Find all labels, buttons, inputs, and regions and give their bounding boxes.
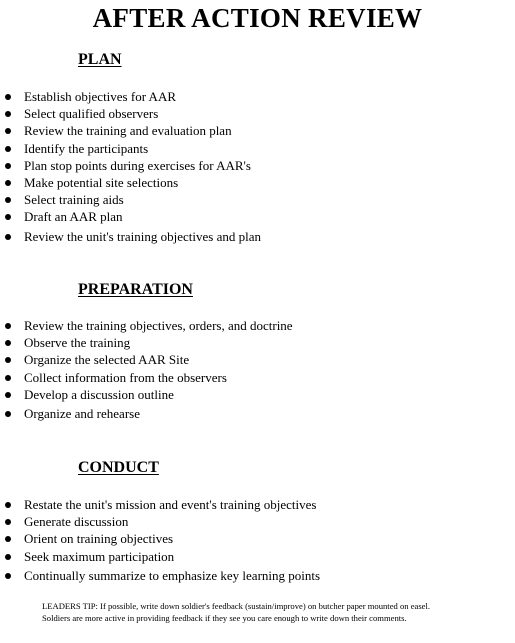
bullet-icon bbox=[5, 502, 11, 508]
bullet-icon bbox=[5, 94, 11, 100]
list-item-text: Review the training objectives, orders, and doctrine bbox=[24, 318, 293, 333]
list-item-text: Collect information from the observers bbox=[24, 369, 227, 385]
bullet-icon bbox=[5, 375, 11, 381]
bullet-icon bbox=[5, 392, 11, 398]
list-item-text: Continually summarize to emphasize key learning points bbox=[24, 567, 321, 583]
bullet-icon bbox=[5, 163, 11, 169]
list-item-text: Organize the selected AAR Site bbox=[24, 352, 190, 368]
list-item bbox=[0, 228, 261, 245]
list-item-text: Review the training and evaluation plan bbox=[24, 123, 232, 139]
list-item-text: Observe the training bbox=[24, 335, 131, 351]
section-heading-preparation: PREPARATION bbox=[78, 281, 193, 298]
list-item-text: Draft an AAR plan bbox=[24, 209, 123, 225]
list-item-text: Establish objectives for AAR bbox=[24, 89, 177, 104]
list-item bbox=[0, 548, 320, 565]
list-item bbox=[0, 317, 293, 334]
bullet-icon bbox=[5, 536, 11, 542]
list-item bbox=[0, 386, 293, 403]
list-item-text: Seek maximum participation bbox=[24, 548, 175, 564]
bullet-icon bbox=[5, 340, 11, 346]
list-item bbox=[0, 351, 293, 368]
bullet-icon bbox=[5, 214, 11, 220]
list-item-text: Make potential site selections bbox=[24, 175, 179, 191]
bullet-icon bbox=[5, 180, 11, 186]
list-item-text: Select training aids bbox=[24, 192, 124, 208]
list-item-text: Organize and rehearse bbox=[24, 406, 140, 422]
leaders-tip bbox=[42, 600, 512, 624]
section-heading-conduct: CONDUCT bbox=[78, 459, 159, 476]
list-item-text: Select qualified observers bbox=[24, 106, 159, 122]
bullet-icon bbox=[5, 411, 11, 417]
list-item bbox=[0, 122, 261, 139]
leaders-tip-line: Soldiers are more active in providing feedback if they see you care enough to write down their comments. bbox=[42, 613, 407, 623]
bullet-icon bbox=[5, 323, 11, 329]
bullet-icon bbox=[5, 197, 11, 203]
list-item bbox=[0, 334, 293, 351]
list-item bbox=[0, 405, 293, 422]
list-item bbox=[0, 369, 293, 386]
list-item bbox=[0, 140, 261, 157]
bullet-icon bbox=[5, 128, 11, 134]
bullet-icon bbox=[5, 573, 11, 579]
list-item-text: Plan stop points during exercises for AAR's bbox=[24, 157, 251, 173]
bullet-icon bbox=[5, 146, 11, 152]
list-item bbox=[0, 567, 320, 584]
plan-list bbox=[0, 88, 261, 245]
conduct-list bbox=[0, 496, 320, 584]
bullet-icon bbox=[5, 111, 11, 117]
list-item-text: Develop a discussion outline bbox=[24, 386, 174, 402]
list-item bbox=[0, 208, 261, 225]
list-item-text: Generate discussion bbox=[24, 514, 129, 530]
bullet-icon bbox=[5, 519, 11, 525]
list-item bbox=[0, 105, 261, 122]
list-item bbox=[0, 191, 261, 208]
leaders-tip-line: LEADERS TIP: If possible, write down soldier's feedback (sustain/improve) on butcher paper mounted on easel. bbox=[42, 601, 431, 611]
list-item bbox=[0, 496, 320, 513]
list-item-text: Orient on training objectives bbox=[24, 531, 174, 547]
preparation-list bbox=[0, 317, 293, 422]
list-item bbox=[0, 513, 320, 530]
bullet-icon bbox=[5, 234, 11, 240]
list-item bbox=[0, 174, 261, 191]
list-item-text: Review the unit's training objectives and plan bbox=[24, 228, 262, 244]
page-title: AFTER ACTION REVIEW bbox=[92, 3, 423, 33]
section-heading-plan: PLAN bbox=[78, 51, 122, 68]
list-item-text: Identify the participants bbox=[24, 140, 149, 156]
list-item bbox=[0, 88, 261, 105]
list-item-text: Restate the unit's mission and event's training objectives bbox=[24, 497, 317, 512]
bullet-icon bbox=[5, 554, 11, 560]
list-item bbox=[0, 157, 261, 174]
bullet-icon bbox=[5, 357, 11, 363]
list-item bbox=[0, 530, 320, 547]
